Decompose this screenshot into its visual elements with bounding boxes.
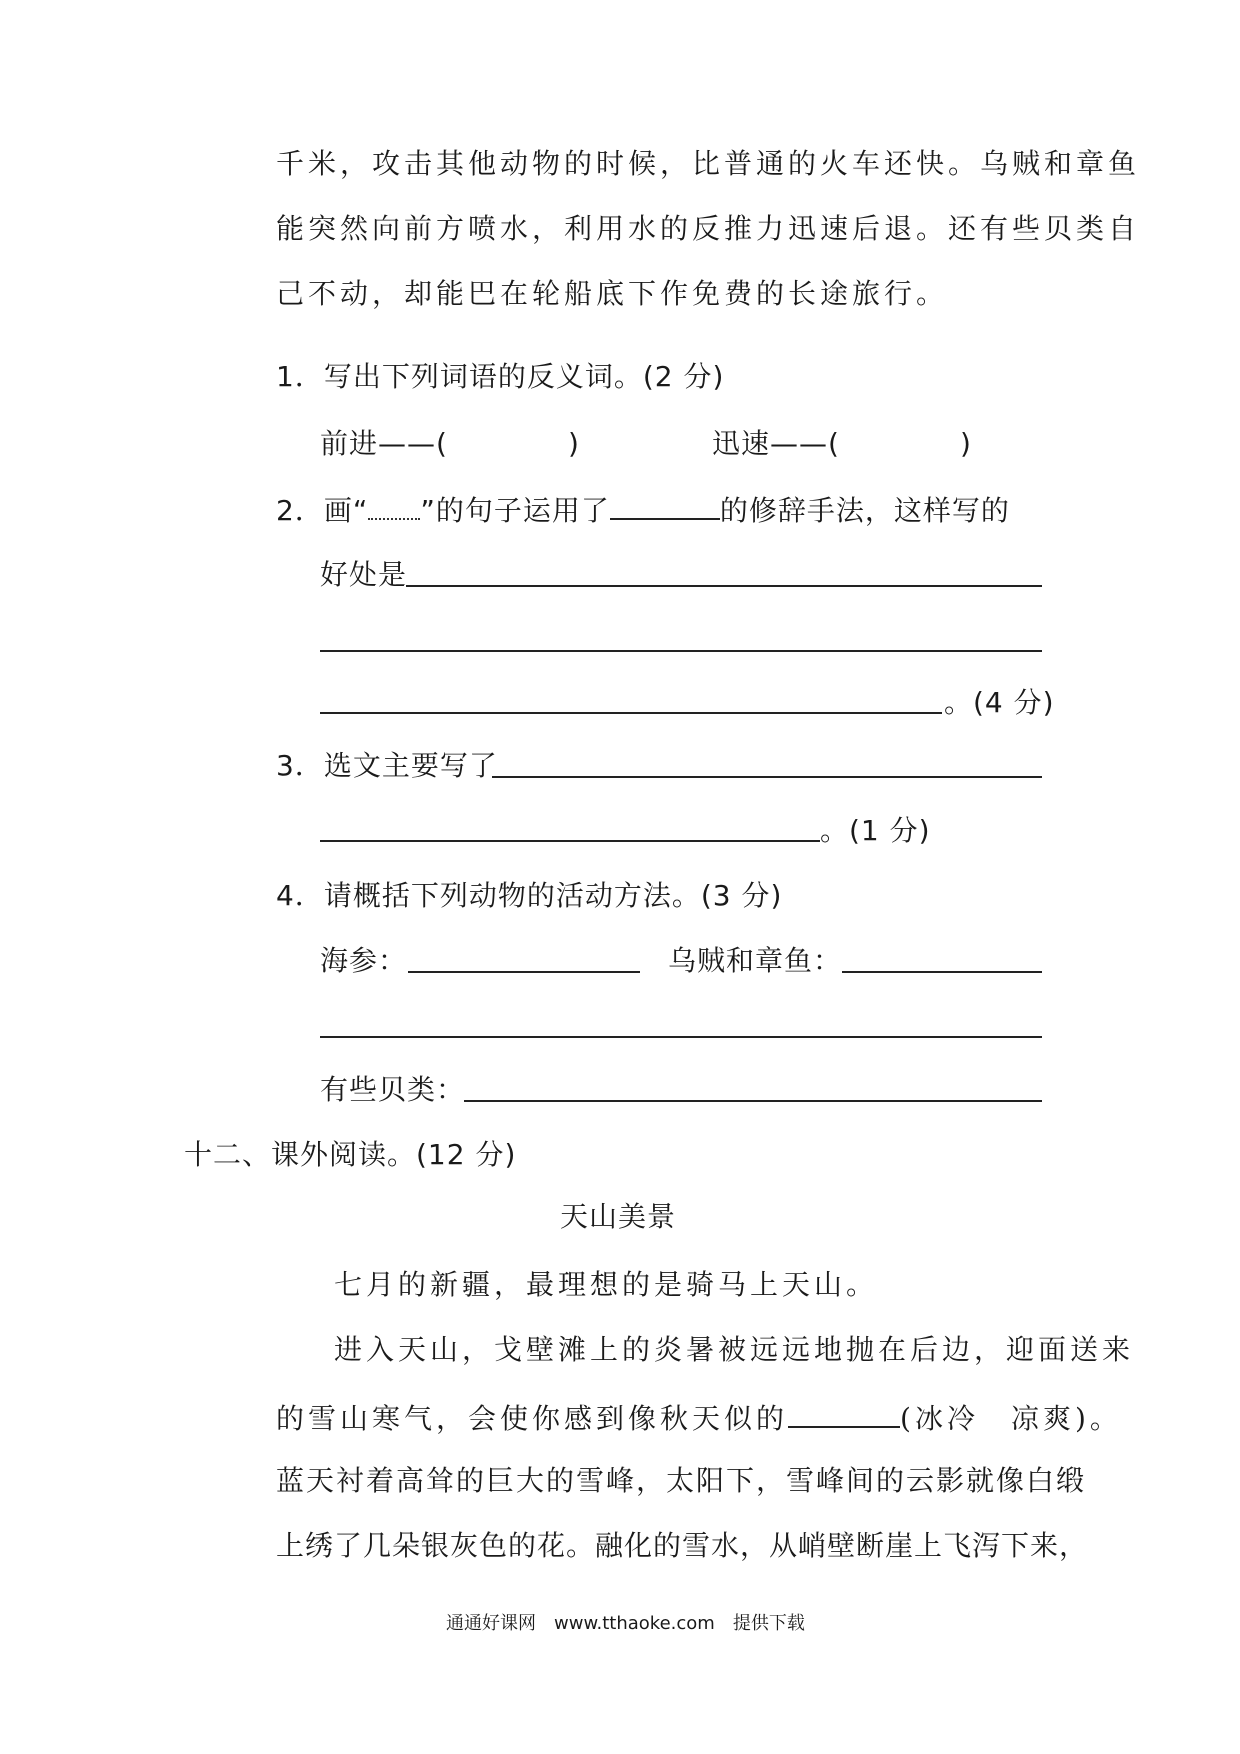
question-1-item-b (712, 424, 972, 464)
wavy-underline-mark (368, 488, 420, 520)
question-2-suffix: 的修辞手法，这样写的 (719, 494, 1010, 527)
antonym-close-b: ) (959, 427, 972, 460)
question-1-item-a (320, 424, 580, 464)
question-1-prompt: 1．写出下列词语的反义词。(2 分) (276, 360, 725, 393)
page-footer: 通通好课网 www.tthaoke.com 提供下载 (446, 1613, 805, 1634)
sea-cucumber-label: 海参： (320, 944, 408, 977)
word-choice-options: (冰冷 凉爽)。 (900, 1402, 1122, 1435)
squid-octopus-label: 乌贼和章鱼： (668, 944, 843, 977)
question-4-prompt: 4．请概括下列动物的活动方法。(3 分) (276, 879, 783, 912)
benefit-answer-line-2[interactable] (320, 650, 1042, 652)
antonym-close-a: ) (567, 427, 580, 460)
passage-line-1: 千米，攻击其他动物的时候，比普通的火车还快。乌贼和章鱼 (276, 147, 1141, 180)
rhetoric-answer-blank[interactable] (610, 488, 720, 520)
squid-octopus-answer-line-2[interactable] (320, 1036, 1042, 1038)
question-2-line-2: 好处是 (320, 558, 408, 591)
reading-p2-line2-text: 的雪山寒气，会使你感到像秋天似的 (276, 1402, 789, 1435)
question-2-prefix: 2．画“ (276, 494, 369, 527)
reading-paragraph-2-line-4: 上绣了几朵银灰色的花。融化的雪水，从峭壁断崖上飞泻下来， (276, 1529, 1089, 1562)
benefit-answer-line-3[interactable] (320, 712, 942, 714)
question-2-score: 。(4 分) (944, 686, 1055, 719)
reading-title: 天山美景 (560, 1200, 677, 1233)
word-choice-answer-blank[interactable] (788, 1396, 900, 1428)
question-3-prompt: 3．选文主要写了 (276, 749, 498, 782)
reading-paragraph-1: 七月的新疆，最理想的是骑马上天山。 (334, 1268, 879, 1301)
reading-paragraph-2-line-1: 进入天山，戈壁滩上的炎暑被远远地抛在后边，迎面送来 (334, 1333, 1135, 1366)
antonym-label-qianjin: 前进——( (320, 427, 448, 460)
passage-line-2: 能突然向前方喷水，利用水的反推力迅速后退。还有些贝类自 (276, 212, 1141, 245)
section-12-heading: 十二、课外阅读。(12 分) (184, 1138, 517, 1171)
reading-paragraph-2-line-3: 蓝天衬着高耸的巨大的雪峰，太阳下，雪峰间的云影就像白缎 (276, 1464, 1087, 1497)
main-idea-answer-line-2[interactable] (320, 840, 820, 842)
squid-octopus-answer-line-1[interactable] (842, 971, 1042, 973)
shellfish-answer-line[interactable] (464, 1100, 1042, 1102)
passage-line-3: 己不动，却能巴在轮船底下作免费的长途旅行。 (276, 277, 949, 310)
sea-cucumber-answer-line[interactable] (408, 971, 640, 973)
reading-paragraph-2-line-2 (276, 1396, 1122, 1439)
question-2-line-1 (276, 488, 1010, 531)
main-idea-answer-line-1[interactable] (492, 776, 1042, 778)
antonym-label-xunsu: 迅速——( (712, 427, 840, 460)
question-2-middle: ”的句子运用了 (420, 494, 610, 527)
shellfish-label: 有些贝类： (320, 1073, 466, 1106)
benefit-answer-line-1[interactable] (406, 585, 1042, 587)
question-3-score: 。(1 分) (820, 814, 931, 847)
